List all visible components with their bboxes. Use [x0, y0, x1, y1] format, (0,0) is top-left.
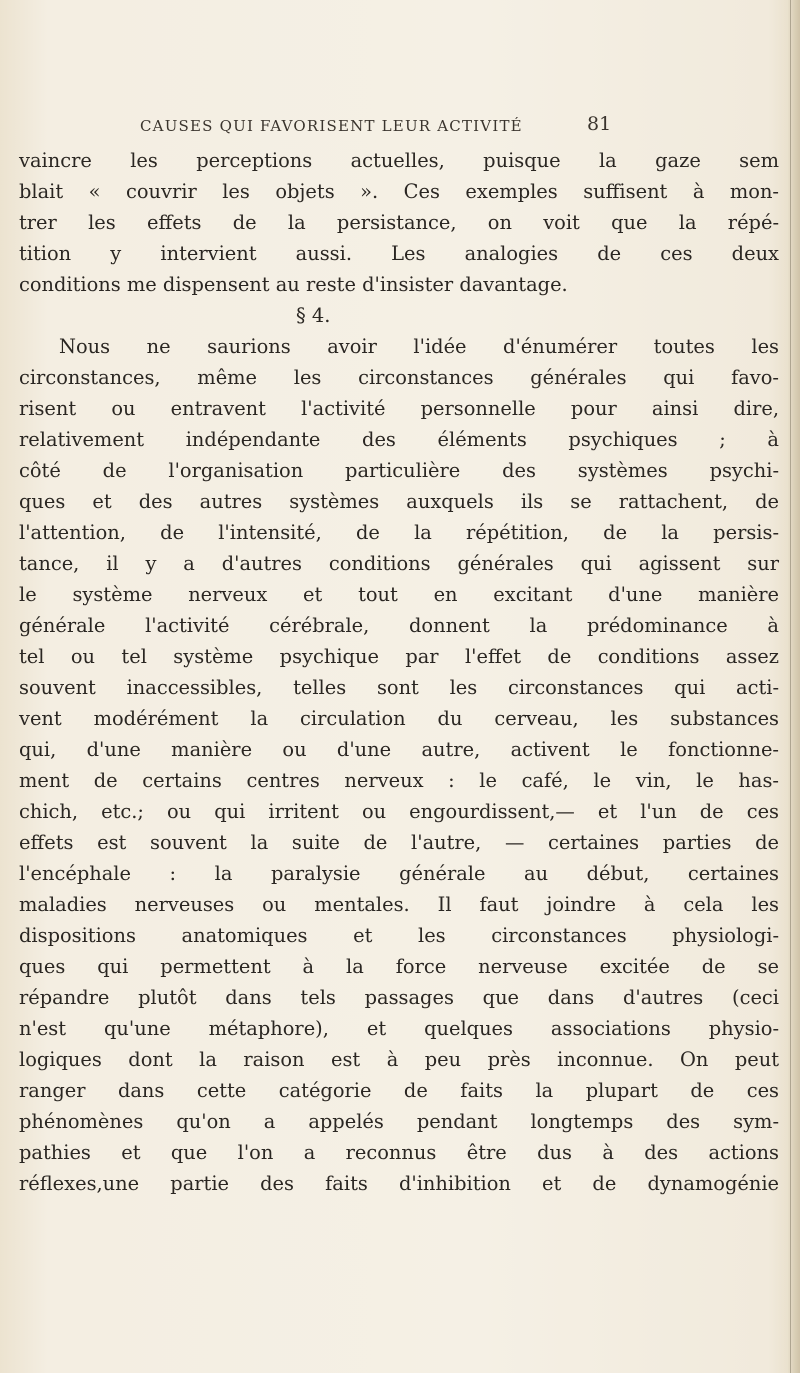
page-edge-line: [790, 0, 791, 1373]
text-line: ment de certains centres nerveux : le café, le vin, le has-: [19, 769, 779, 792]
text-line: pathies et que l'on a reconnus être dus à des actions: [19, 1141, 779, 1164]
text-line: logiques dont la raison est à peu près inconnue. On peut: [19, 1048, 779, 1071]
text-line: vaincre les perceptions actuelles, puisque la gaze sem: [19, 149, 779, 172]
text-line: qui, d'une manière ou d'une autre, activent le fonctionne-: [19, 738, 779, 761]
text-line: phénomènes qu'on a appelés pendant longtemps des sym-: [19, 1110, 779, 1133]
text-line: Nous ne saurions avoir l'idée d'énumérer toutes les: [59, 335, 779, 358]
running-header: [140, 113, 660, 139]
text-line: risent ou entravent l'activité personnelle pour ainsi dire,: [19, 397, 779, 420]
text-line: côté de l'organisation particulière des systèmes psychi-: [19, 459, 779, 482]
text-line: souvent inaccessibles, telles sont les circonstances qui acti-: [19, 676, 779, 699]
section-heading: § 4.: [296, 304, 331, 327]
text-line: l'encéphale : la paralysie générale au début, certaines: [19, 862, 779, 885]
text-line: ranger dans cette catégorie de faits la plupart de ces: [19, 1079, 779, 1102]
text-line: trer les effets de la persistance, on voit que la répé-: [19, 211, 779, 234]
text-line: effets est souvent la suite de l'autre, — certaines parties de: [19, 831, 779, 854]
text-line: tance, il y a d'autres conditions générales qui agissent sur: [19, 552, 779, 575]
text-line: générale l'activité cérébrale, donnent la prédominance à: [19, 614, 779, 637]
text-line: répandre plutôt dans tels passages que dans d'autres (ceci: [19, 986, 779, 1009]
text-line: l'attention, de l'intensité, de la répétition, de la persis-: [19, 521, 779, 544]
text-line: ques et des autres systèmes auxquels ils se rattachent, de: [19, 490, 779, 513]
text-line: n'est qu'une métaphore), et quelques associations physio-: [19, 1017, 779, 1040]
body-text: [19, 145, 779, 1199]
text-line: ques qui permettent à la force nerveuse excitée de se: [19, 955, 779, 978]
text-line: chich, etc.; ou qui irritent ou engourdissent,— et l'un de ces: [19, 800, 779, 823]
text-line: dispositions anatomiques et les circonstances physiologi-: [19, 924, 779, 947]
text-line: vent modérément la circulation du cerveau, les substances: [19, 707, 779, 730]
text-line: maladies nerveuses ou mentales. Il faut joindre à cela les: [19, 893, 779, 916]
text-line: circonstances, même les circonstances générales qui favo-: [19, 366, 779, 389]
text-line: tition y intervient aussi. Les analogies de ces deux: [19, 242, 779, 265]
page-number: 81: [587, 113, 612, 135]
text-line: tel ou tel système psychique par l'effet de conditions assez: [19, 645, 779, 668]
text-line: relativement indépendante des éléments psychiques ; à: [19, 428, 779, 451]
running-title: CAUSES QUI FAVORISENT LEUR ACTIVITÉ: [140, 117, 523, 135]
text-line: conditions me dispensent au reste d'insister davantage.: [19, 273, 568, 296]
text-line: le système nerveux et tout en excitant d'une manière: [19, 583, 779, 606]
text-line: réflexes,une partie des faits d'inhibition et de dynamogénie: [19, 1172, 779, 1195]
text-line: blait « couvrir les objets ». Ces exemples suffisent à mon-: [19, 180, 779, 203]
